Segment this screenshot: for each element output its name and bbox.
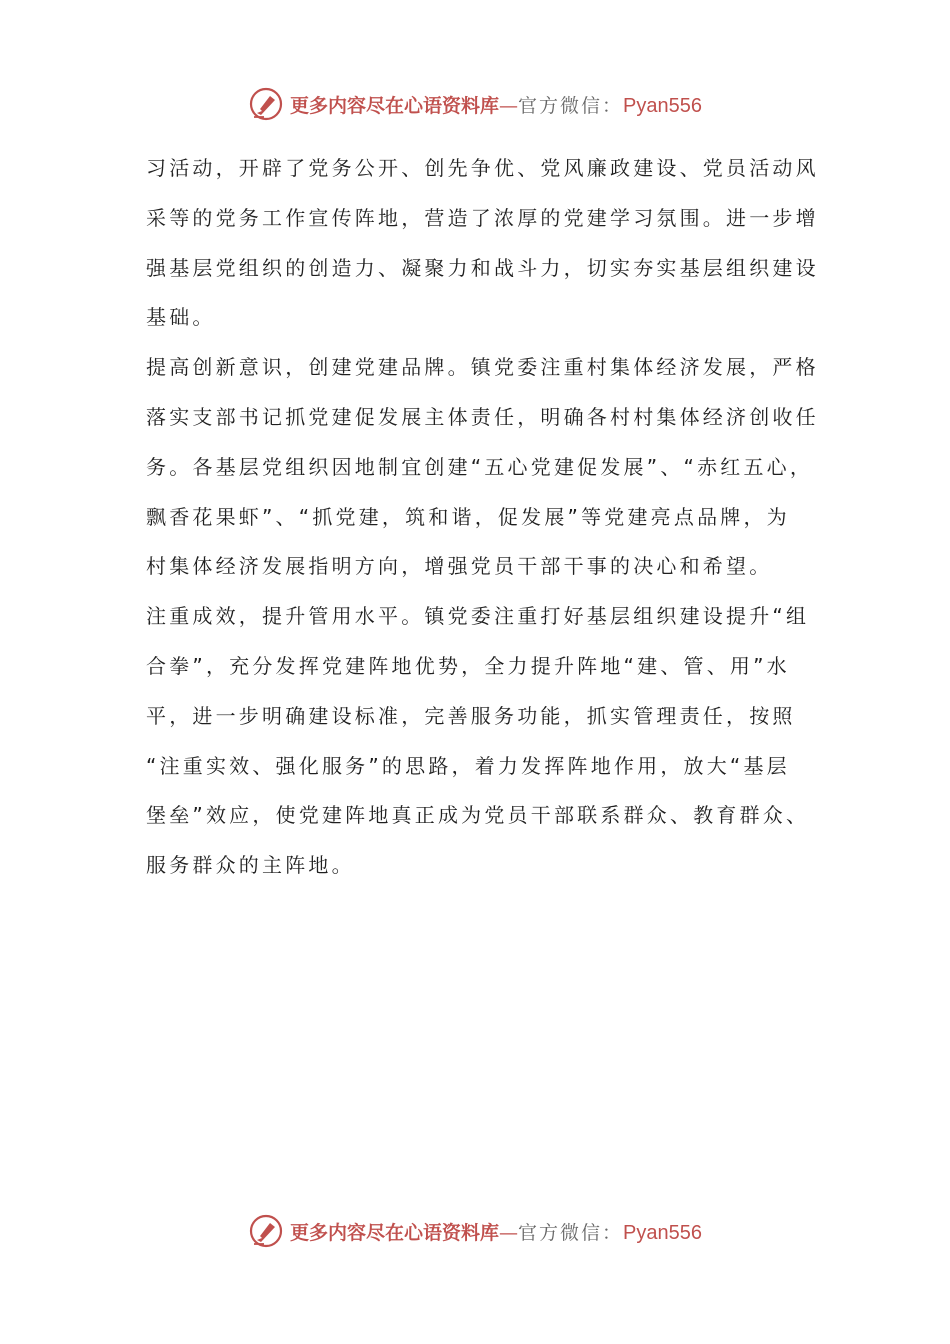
text-line: 平，进一步明确建设标准，完善服务功能，抓实管理责任，按照 xyxy=(146,703,796,728)
footer-banner xyxy=(0,1211,950,1251)
text-line: 落实支部书记抓党建促发展主体责任，明确各村村集体经济创收任 xyxy=(146,404,819,429)
text-line: 飘香花果虾”、“抓党建，筑和谐，促发展”等党建亮点品牌，为 xyxy=(146,504,790,529)
text-line: 注重成效，提升管用水平。镇党委注重打好基层组织建设提升“组 xyxy=(146,604,810,629)
wechat-id: Pyan556 xyxy=(623,94,702,117)
wechat-id: Pyan556 xyxy=(623,1221,702,1244)
text-line: 强基层党组织的创造力、凝聚力和战斗力，切实夯实基层组织建设 xyxy=(146,255,819,280)
text-line: “注重实效、强化服务”的思路，着力发挥阵地作用，放大“基层 xyxy=(146,753,790,778)
text-line: 村集体经济发展指明方向，增强党员干部干事的决心和希望。 xyxy=(146,554,773,579)
text-line: 提高创新意识，创建党建品牌。镇党委注重村集体经济发展，严格 xyxy=(146,355,819,380)
text-line: 服务群众的主阵地。 xyxy=(146,853,355,878)
text-line: 合拳”，充分发挥党建阵地优势，全力提升阵地“建、管、用”水 xyxy=(146,653,790,678)
text-line: 习活动，开辟了党务公开、创先争优、党风廉政建设、党员活动风 xyxy=(146,156,819,180)
library-text: 更多内容尽在心语资料库 xyxy=(290,1221,500,1244)
header-banner xyxy=(0,84,950,124)
banner-text xyxy=(290,91,702,118)
banner-text xyxy=(290,1218,702,1245)
document-body xyxy=(146,144,819,891)
text-line: 务。各基层党组织因地制宜创建“五心党建促发展”、“赤红五心， xyxy=(146,454,814,479)
library-text: 更多内容尽在心语资料库 xyxy=(290,94,500,117)
banner-dash: — xyxy=(499,94,519,117)
pen-nib-logo-icon xyxy=(248,1213,284,1249)
pen-nib-logo-icon xyxy=(248,86,284,122)
text-line: 采等的党务工作宣传阵地，营造了浓厚的党建学习氛围。进一步增 xyxy=(146,205,819,230)
banner-dash: — xyxy=(499,1221,519,1244)
text-line: 基础。 xyxy=(146,305,216,330)
wechat-label: 官方微信： xyxy=(518,1221,624,1244)
wechat-label: 官方微信： xyxy=(518,94,624,117)
text-line: 堡垒”效应，使党建阵地真正成为党员干部联系群众、教育群众、 xyxy=(146,803,810,828)
